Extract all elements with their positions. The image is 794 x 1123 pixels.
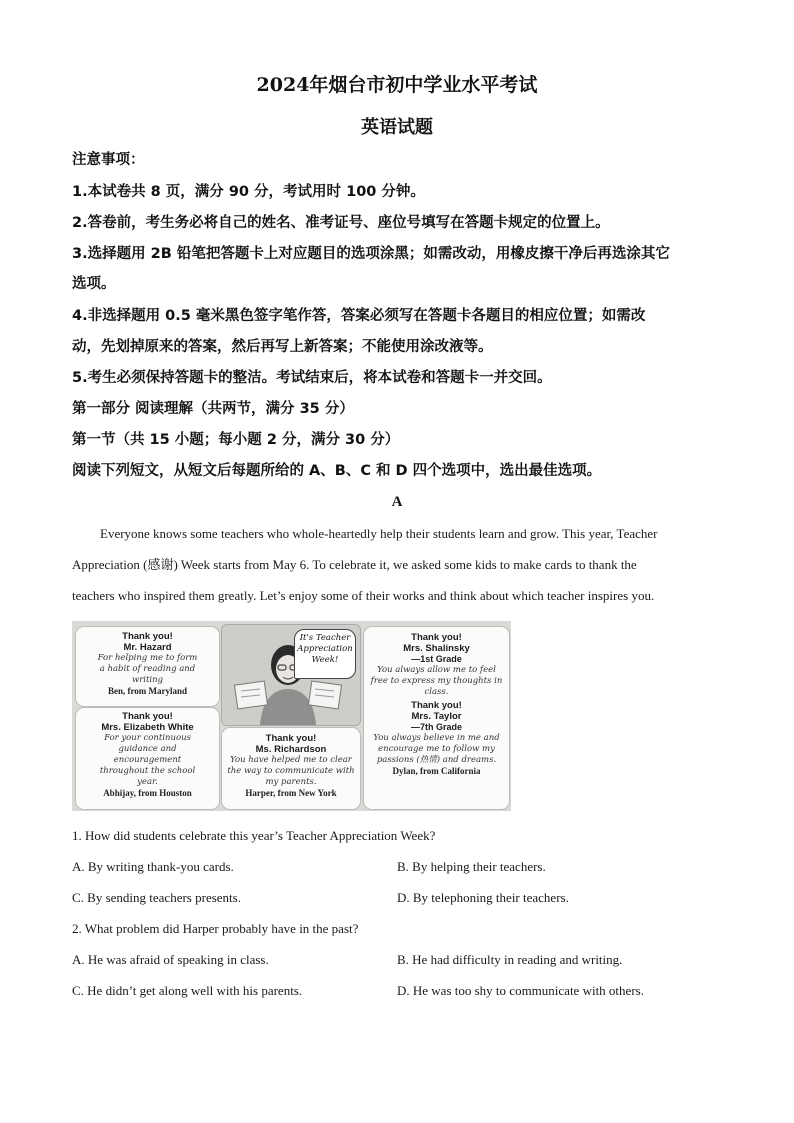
question-2-option-a[interactable]: A. He was afraid of speaking in class. [72, 952, 269, 967]
question-2-option-b[interactable]: B. He had difficulty in reading and writing. [397, 952, 623, 967]
card-thanks: Thank you! [411, 632, 462, 643]
passage-line-2: Appreciation (感谢) Week starts from May 6. To celebrate it, we asked some kids to make cards to thank the [72, 557, 637, 572]
exam-title: 2024年烟台市初中学业水平考试 [256, 74, 538, 96]
card-ms-richardson [221, 727, 361, 810]
card-message-line: encourage me to follow my [378, 744, 495, 754]
bubble-line: It's Teacher [299, 633, 351, 643]
card-thanks: Thank you! [122, 711, 173, 722]
card-mrs-white [75, 707, 220, 810]
note-3: 3.选择题用 2B 铅笔把答题卡上对应题目的选项涂黑；如需改动，用橡皮擦干净后再选涂其它 [72, 246, 670, 262]
card-grade: —7th Grade [410, 722, 462, 732]
card-teacher-name: Ms. Richardson [255, 744, 327, 755]
card-message-line: For your continuous [104, 733, 191, 743]
note-1: 1.本试卷共 8 页，满分 90 分，考试用时 100 分钟。 [72, 184, 425, 200]
card-message-line: guidance and [118, 744, 177, 754]
card-teacher-name: Mr. Hazard [123, 642, 172, 653]
card-signature: Harper, from New York [245, 788, 337, 798]
card-message-line: You always believe in me and [373, 733, 500, 743]
question-1-stem: 1. How did students celebrate this year’s Teacher Appreciation Week? [72, 828, 436, 843]
question-1-option-d[interactable]: D. By telephoning their teachers. [397, 890, 569, 905]
passage-line-1: Everyone knows some teachers who whole-heartedly help their students learn and grow. This year, Teacher [100, 526, 658, 541]
card-message-line: For helping me to form [97, 653, 198, 663]
question-1-option-a[interactable]: A. By writing thank-you cards. [72, 859, 234, 874]
question-1-option-c[interactable]: C. By sending teachers presents. [72, 890, 241, 905]
card-message-line: You always allow me to feel [377, 665, 496, 675]
student-photo [221, 624, 361, 726]
question-2-option-c[interactable]: C. He didn’t get along well with his parents. [72, 983, 303, 998]
card-thanks: Thank you! [265, 733, 317, 744]
notes-heading: 注意事项： [72, 152, 145, 168]
question-2-stem: 2. What problem did Harper probably have in the past? [72, 921, 359, 936]
card-signature: Abhijay, from Houston [103, 788, 192, 798]
card-teacher-name: Mrs. Taylor [411, 711, 462, 722]
section-one-heading: 第一节（共 15 小题；每小题 2 分，满分 30 分） [72, 432, 400, 448]
bubble-line: Week! [311, 655, 339, 665]
note-5: 5.考生必须保持答题卡的整洁。考试结束后，将本试卷和答题卡一并交回。 [72, 370, 552, 386]
card-message-line: writing [131, 675, 164, 685]
passage-label: A [391, 494, 403, 510]
passage-line-3: teachers who inspired them greatly. Let’s enjoy some of their works and think about which teacher inspires you. [72, 588, 655, 603]
thank-you-cards-figure [72, 621, 511, 811]
card-grade: —1st Grade [411, 654, 462, 664]
card-message-line: free to express my thoughts in [370, 676, 503, 686]
card-message-line: passions (热情) and dreams. [376, 755, 497, 765]
bubble-line: Appreciation [297, 644, 353, 654]
note-4: 4.非选择题用 0.5 毫米黑色签字笔作答，答案必须写在答题卡各题目的相应位置；如需改 [72, 308, 646, 324]
card-thanks: Thank you! [411, 700, 462, 711]
exam-subject: 英语试题 [361, 117, 433, 138]
card-message-line: encouragement [113, 755, 182, 765]
reading-instructions: 阅读下列短文，从短文后每题所给的 A、B、C 和 D 四个选项中，选出最佳选项。 [72, 463, 602, 479]
card-teacher-name: Mrs. Elizabeth White [101, 722, 194, 733]
card-thanks: Thank you! [122, 631, 173, 642]
card-message-line: my parents. [265, 777, 317, 787]
part-one-heading: 第一部分 阅读理解（共两节，满分 35 分） [72, 401, 354, 417]
card-message-line: class. [424, 687, 449, 697]
card-message-line: a habit of reading and [99, 664, 196, 674]
card-message-line: You have helped me to clear [230, 755, 352, 765]
question-1-option-b[interactable]: B. By helping their teachers. [397, 859, 546, 874]
question-2-option-d[interactable]: D. He was too shy to communicate with others. [397, 983, 644, 998]
card-message-line: the way to communicate with [227, 766, 355, 776]
card-signature: Dylan, from California [392, 766, 481, 776]
card-signature: Ben, from Maryland [107, 686, 188, 696]
card-mr-hazard [75, 626, 220, 707]
note-4-cont: 动，先划掉原来的答案，然后再写上新答案；不能使用涂改液等。 [72, 339, 493, 355]
note-2: 2.答卷前，考生务必将自己的姓名、准考证号、座位号填写在答题卡规定的位置上。 [72, 215, 610, 231]
note-3-cont: 选项。 [72, 276, 116, 292]
card-shalinsky-taylor [363, 626, 510, 810]
card-teacher-name: Mrs. Shalinsky [403, 643, 470, 654]
card-message-line: year. [137, 777, 158, 787]
card-message-line: throughout the school [99, 766, 196, 776]
speech-bubble [294, 629, 356, 679]
